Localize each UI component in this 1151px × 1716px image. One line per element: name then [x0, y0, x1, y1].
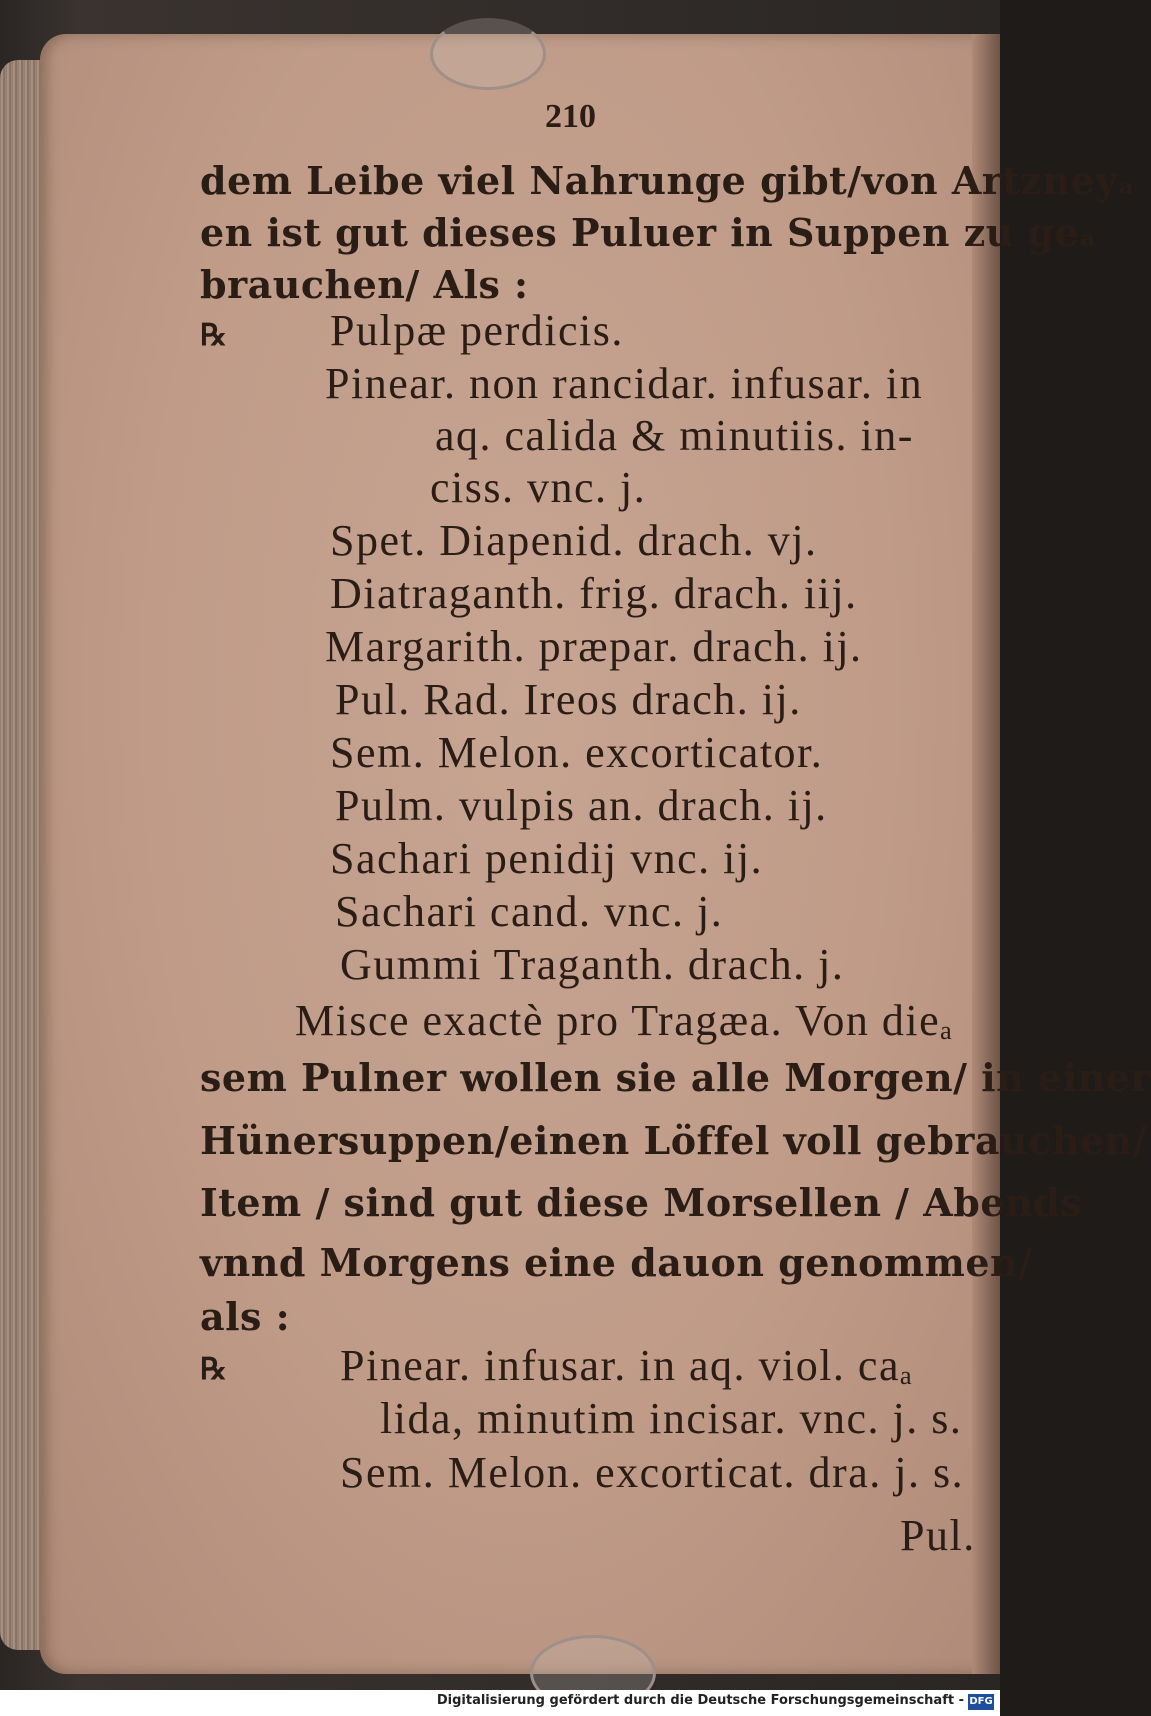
recipe-line: Pul. Rad. Ireos drach. ij. — [335, 675, 802, 724]
recipe-line: lida, minutim incisar. vnc. j. s. — [380, 1394, 963, 1443]
text-line: brauchen/ Als : — [200, 262, 529, 307]
recipe-line: Spet. Diapenid. drach. vj. — [330, 516, 818, 565]
recipe-line: Diatraganth. frig. drach. iij. — [330, 569, 858, 618]
recipe-line: Misce exactè pro Tragæa. Von dieₐ — [295, 996, 954, 1045]
recipe-line: Margarith. præpar. drach. ij. — [325, 622, 863, 671]
recipe-line: Pinear. non rancidar. infusar. in — [325, 359, 924, 408]
text-line: Item / sind gut diese Morsellen / Abends — [200, 1180, 1083, 1225]
text-line: dem Leibe viel Nahrunge gibt/von Artzneyₐ — [200, 158, 1137, 203]
catchword: Pul. — [900, 1511, 976, 1560]
text-line: Hünersuppen/einen Löffel voll gebrauchen/ — [200, 1118, 1148, 1163]
recipe-line: Pulpæ perdicis. — [330, 306, 624, 355]
page-gutter — [972, 34, 1000, 1674]
recipe-line: Sachari penidij vnc. ij. — [330, 834, 764, 883]
text-line: vnnd Morgens eine dauon genommen/ — [200, 1240, 1033, 1285]
recipe-line: Pulm. vulpis an. drach. ij. — [335, 781, 828, 830]
dfg-logo: DFG — [968, 1694, 994, 1710]
recipe-symbol: ℞ — [200, 1353, 227, 1386]
recipe-line: Sem. Melon. excorticat. dra. j. s. — [340, 1448, 965, 1497]
recipe-symbol: ℞ — [200, 319, 227, 352]
text-line: als : — [200, 1294, 291, 1339]
text-line: en ist gut dieses Puluer in Suppen zu geₐ — [200, 210, 1098, 255]
recipe-line: aq. calida & minutiis. in- — [435, 411, 914, 460]
recipe-line: Gummi Traganth. drach. j. — [340, 940, 845, 989]
recipe-line: ciss. vnc. j. — [430, 463, 647, 512]
text-line: sem Pulner wollen sie alle Morgen/ in einer — [200, 1055, 1151, 1100]
top-clip — [430, 18, 546, 90]
recipe-line: Pinear. infusar. in aq. viol. caₐ — [340, 1341, 914, 1390]
recipe-line: Sem. Melon. excorticator. — [330, 728, 824, 777]
page-number: 210 — [545, 98, 596, 135]
footer-credit: Digitalisierung gefördert durch die Deutsche Forschungsgemeinschaft - — [436, 1693, 964, 1708]
recipe-line: Sachari cand. vnc. j. — [335, 887, 724, 936]
